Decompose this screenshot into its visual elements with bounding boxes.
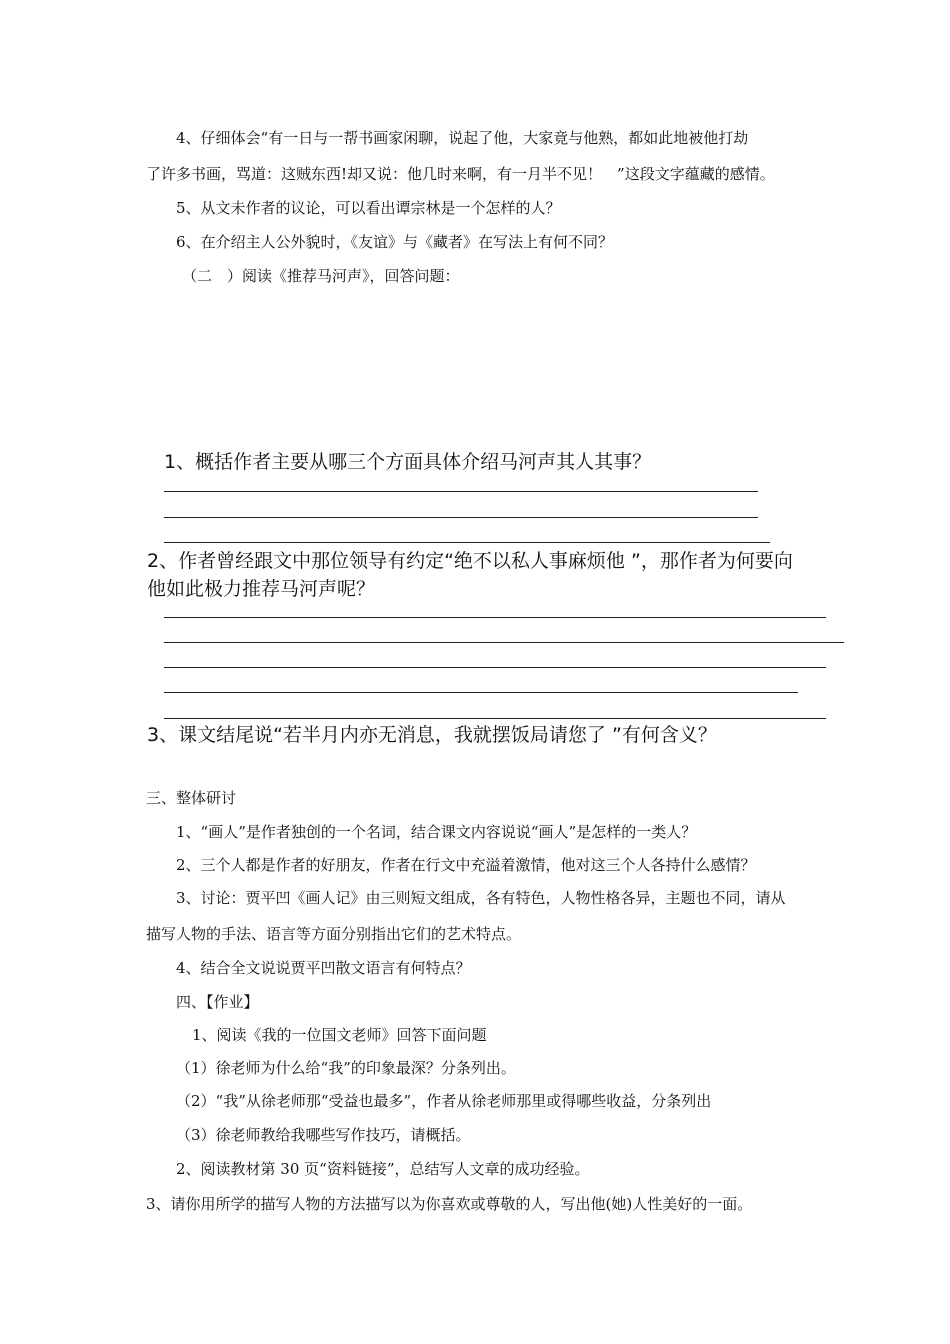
discussion-question-4: 4、结合全文说说贾平凹散文语言有何特点？ [176,959,471,977]
answer-line [164,718,826,719]
discussion-question-2: 2、三个人都是作者的好朋友，作者在行文中充溢着激情，他对这三个人各持什么感情？ [176,856,756,874]
answer-line [164,617,826,618]
answer-line [164,517,758,518]
question-4-line-2: 了许多书画，骂道：这贼东西!却又说：他几时来啊，有一月半不见！ ”这段文字蕴藏的感情。 [146,165,775,183]
reading-question-2-line-1: 2、作者曾经跟文中那位领导有约定“绝不以私人事麻烦他 ”，那作者为何要向 [147,550,793,572]
answer-line [164,667,826,668]
question-6: 6、在介绍主人公外貌时，《友谊》与《藏者》在写法上有何不同？ [176,233,614,251]
answer-line [164,542,770,543]
question-5: 5、从文未作者的议论，可以看出谭宗林是一个怎样的人？ [176,199,561,217]
homework-1: 1、阅读《我的一位国文老师》回答下面问题 [192,1026,487,1044]
section-3-heading: 三、整体研讨 [146,789,237,807]
answer-line [164,692,798,693]
homework-3: 3、请你用所学的描写人物的方法描写以为你喜欢或尊敬的人，写出他(她)人性美好的一面。 [146,1195,753,1213]
reading-question-2-line-2: 他如此极力推荐马河声呢？ [147,578,376,600]
answer-line [164,491,758,492]
reading-question-3: 3、课文结尾说“若半月内亦无消息，我就摆饭局请您了 ”有何含义？ [147,724,717,746]
homework-2: 2、阅读教材第 30 页“资料链接”，总结写人文章的成功经验。 [176,1160,590,1178]
homework-1-sub-3: （3）徐老师教给我哪些写作技巧，请概括。 [176,1126,471,1144]
section-4-heading: 四、【作业】 [176,993,259,1011]
reading-question-1: 1、概括作者主要从哪三个方面具体介绍马河声其人其事？ [164,451,652,473]
part-2-heading: （二 ）阅读《推荐马河声》，回答问题： [182,267,460,285]
discussion-question-3-line-2: 描写人物的手法、语言等方面分别指出它们的艺术特点。 [146,925,522,943]
homework-1-sub-1: （1）徐老师为什么给“我”的印象最深？分条列出。 [176,1059,516,1077]
answer-line [164,642,844,643]
discussion-question-3-line-1: 3、讨论：贾平凹《画人记》由三则短文组成，各有特色，人物性格各异，主题也不同，请从 [176,889,786,907]
question-4-line-1: 4、仔细体会“有一日与一帮书画家闲聊，说起了他，大家竟与他熟，都如此地被他打劫 [176,129,749,147]
homework-1-sub-2: （2）“我”从徐老师那“受益也最多”，作者从徐老师那里或得哪些收益，分条列出 [176,1092,712,1110]
discussion-question-1: 1、“画人”是作者独创的一个名词，结合课文内容说说“画人”是怎样的一类人？ [176,823,697,841]
